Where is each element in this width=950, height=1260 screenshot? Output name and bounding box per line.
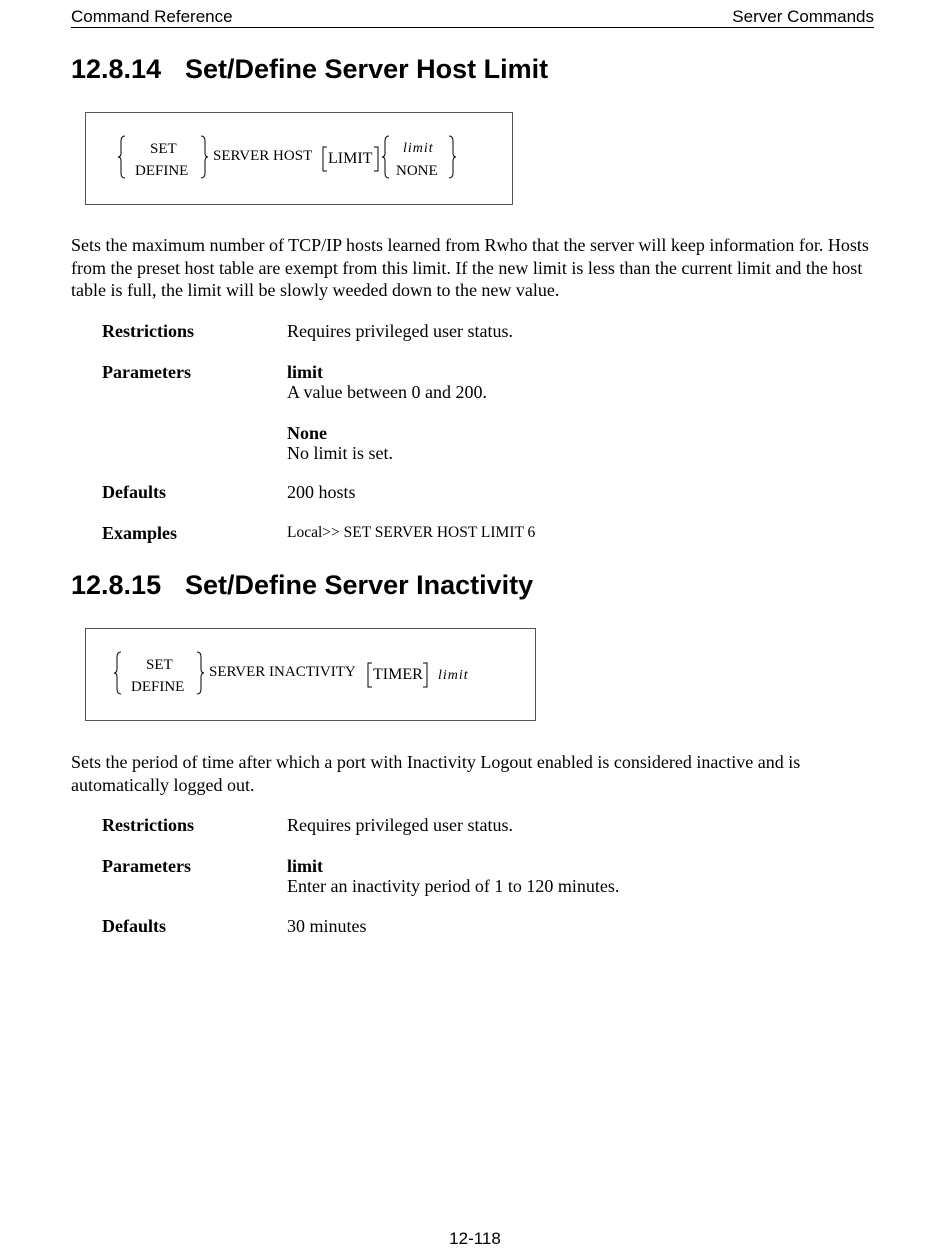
section-number: 12.8.15 — [71, 570, 162, 600]
restrictions-value: Requires privileged user status. — [287, 815, 513, 835]
syntax-box-inactivity — [85, 628, 536, 721]
keyword-server-host: SERVER HOST — [213, 148, 313, 164]
keyword-timer: TIMER — [373, 666, 423, 683]
right-bracket-icon — [373, 146, 379, 172]
restrictions-label: Restrictions — [102, 815, 194, 835]
section-number: 12.8.14 — [71, 54, 162, 84]
header-right: Server Commands — [732, 7, 874, 26]
section-title: Set/Define Server Inactivity — [185, 570, 534, 600]
param-name: None — [287, 423, 327, 443]
param-description: No limit is set. — [287, 443, 394, 463]
param-name: limit — [287, 362, 323, 382]
section-title: Set/Define Server Host Limit — [185, 54, 549, 84]
defaults-value: 30 minutes — [287, 916, 367, 936]
param-description: A value between 0 and 200. — [287, 382, 487, 402]
keyword-set: SET — [146, 657, 173, 673]
description-host-limit: Sets the maximum number of TCP/IP hosts learned from Rwho that the server will keep information for. Hosts from the preset host table are exempt from this limit. If the new limit is less than the current limit and the host table is full, the limit will be slowly weeded down to the new value. — [71, 235, 869, 300]
left-brace-icon — [114, 651, 122, 695]
left-brace-icon — [382, 135, 390, 179]
left-brace-icon — [118, 135, 126, 179]
running-header — [71, 7, 874, 28]
defaults-label: Defaults — [102, 916, 166, 936]
keyword-limit: LIMIT — [328, 150, 373, 167]
section-heading-inactivity — [71, 569, 533, 601]
parameters-label: Parameters — [102, 362, 191, 382]
value-limit: limit — [403, 141, 434, 156]
defaults-value: 200 hosts — [287, 482, 356, 502]
syntax-box-host-limit — [85, 112, 513, 205]
defaults-label: Defaults — [102, 482, 166, 502]
keyword-define: DEFINE — [135, 163, 189, 179]
keyword-set: SET — [150, 141, 177, 157]
right-brace-icon — [196, 651, 204, 695]
right-brace-icon — [200, 135, 208, 179]
restrictions-label: Restrictions — [102, 321, 194, 341]
page-number: 12-118 — [449, 1229, 501, 1248]
keyword-define: DEFINE — [131, 679, 185, 695]
param-description: Enter an inactivity period of 1 to 120 minutes. — [287, 876, 620, 896]
description-inactivity: Sets the period of time after which a port with Inactivity Logout enabled is considered inactive and is automatically logged out. — [71, 752, 801, 795]
header-left: Command Reference — [71, 7, 233, 26]
parameters-list — [287, 362, 887, 463]
right-brace-icon — [448, 135, 456, 179]
parameters-list — [287, 856, 887, 896]
examples-label: Examples — [102, 523, 178, 543]
restrictions-value: Requires privileged user status. — [287, 321, 513, 341]
right-bracket-icon — [422, 662, 428, 688]
keyword-none: NONE — [396, 163, 438, 179]
keyword-server-inactivity: SERVER INACTIVITY — [209, 664, 356, 680]
example-command: Local>> SET SERVER HOST LIMIT 6 — [287, 524, 536, 541]
parameters-label: Parameters — [102, 856, 191, 876]
value-limit: limit — [438, 668, 469, 683]
param-name: limit — [287, 856, 323, 876]
section-heading-host-limit — [71, 53, 548, 85]
